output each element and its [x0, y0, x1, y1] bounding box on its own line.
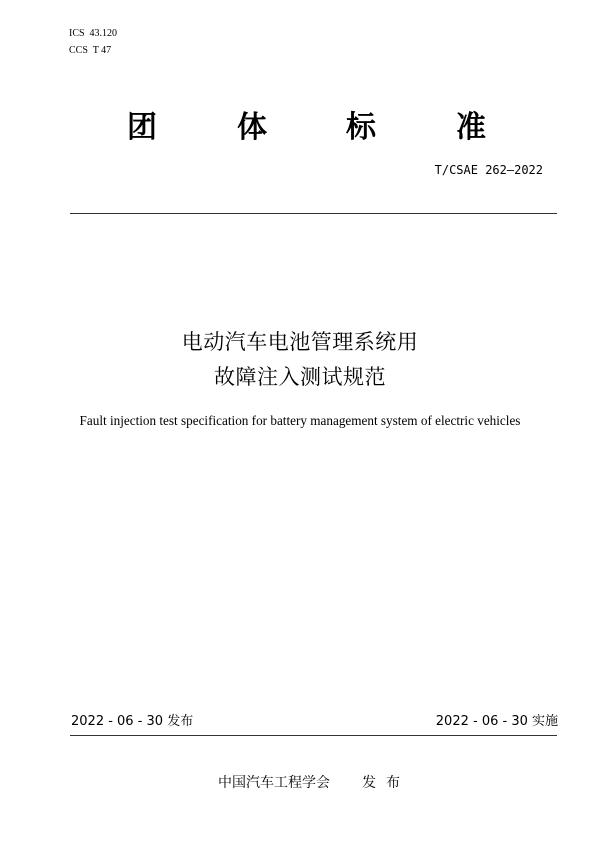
bottom-divider [70, 735, 557, 736]
ics-code: ICS 43.120 [69, 28, 118, 39]
publisher-action: 发布 [362, 775, 410, 791]
standard-type-char-1: 团 [127, 110, 157, 145]
implement-date: 2022 - 06 - 30 实施 [435, 714, 558, 729]
english-title: Fault injection test specification for battery management system of electric vehicles [79, 413, 521, 428]
chinese-title-line-2: 故障注入测试规范 [214, 365, 386, 389]
publisher-line [0, 772, 600, 794]
chinese-title-line-1: 电动汽车电池管理系统用 [181, 330, 419, 354]
publisher-organization: 中国汽车工程学会 [218, 775, 330, 791]
standard-type-char-2: 体 [237, 110, 267, 145]
standard-number: T/CSAE 262—2022 [434, 163, 543, 177]
standard-type-heading [0, 106, 600, 150]
ccs-code: CCS T 47 [69, 45, 112, 56]
publish-date: 2022 - 06 - 30 发布 [71, 714, 194, 729]
top-divider [70, 213, 557, 214]
standard-type-char-3: 标 [346, 110, 376, 145]
standard-type-char-4: 准 [456, 110, 486, 145]
